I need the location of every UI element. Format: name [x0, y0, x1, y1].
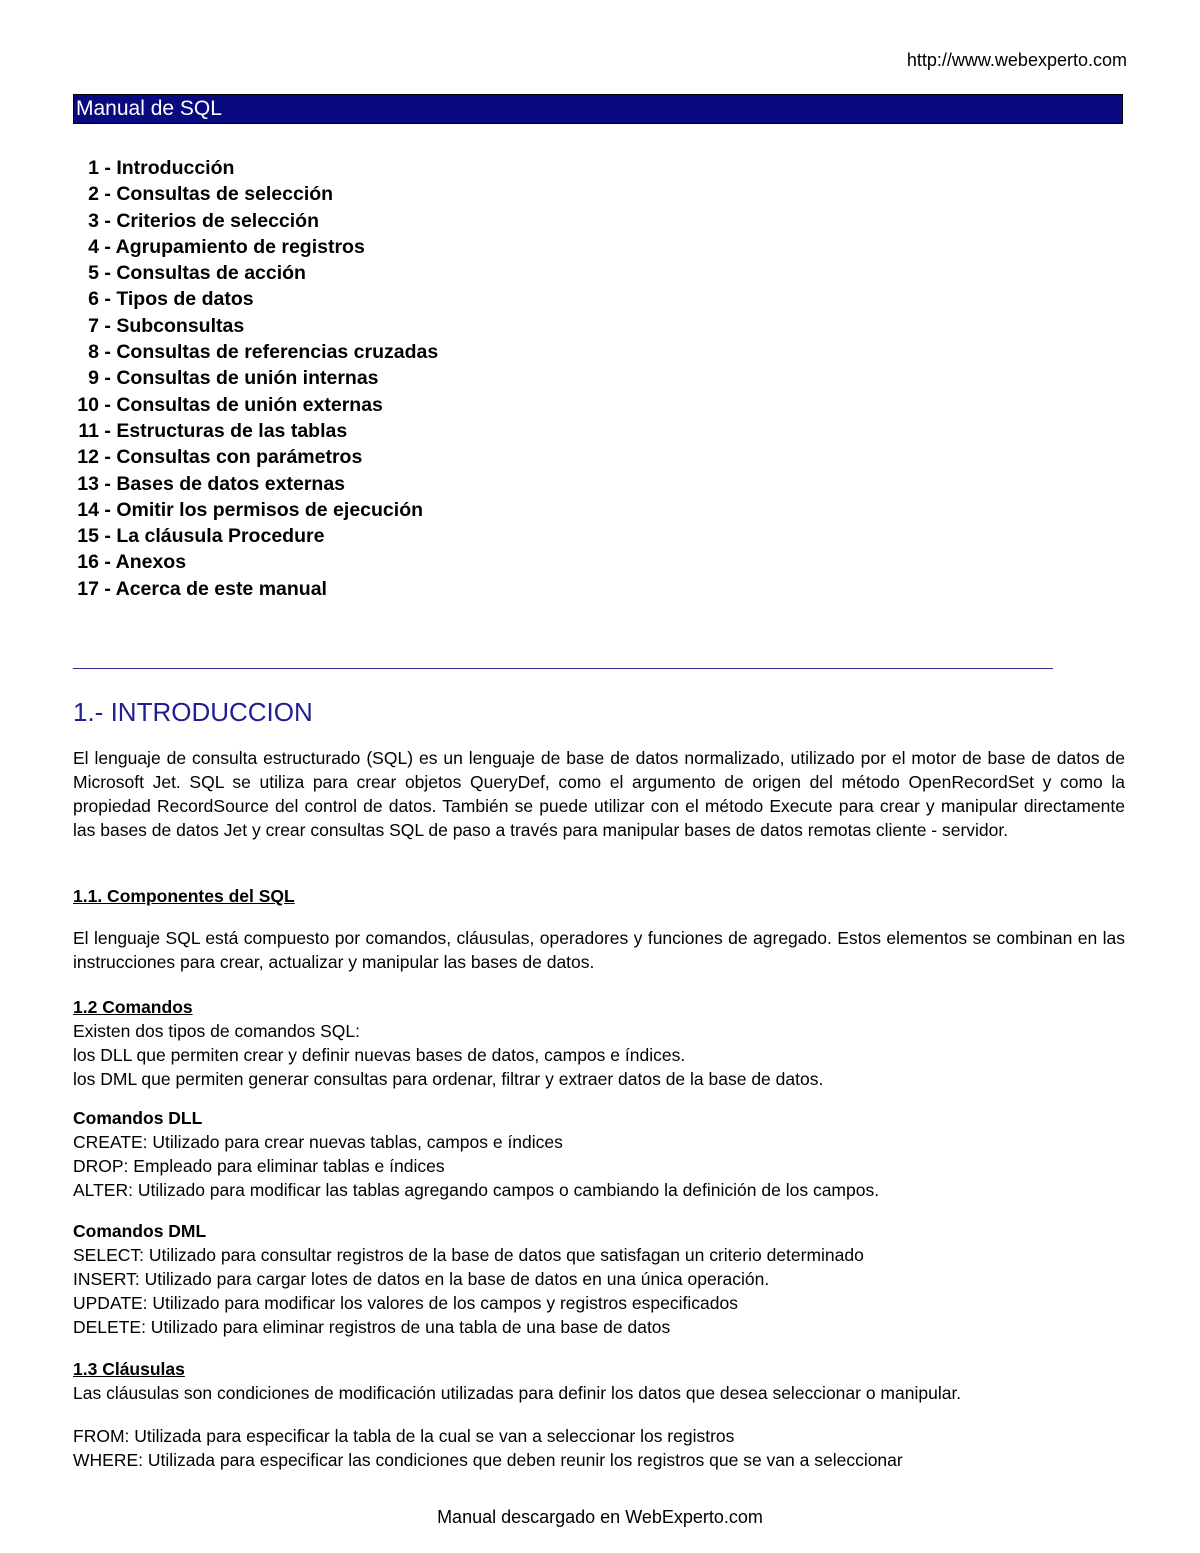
toc-item — [73, 418, 438, 444]
comandos-line: los DLL que permiten crear y definir nuevas bases de datos, campos e índices. — [73, 1045, 686, 1065]
dml-list — [73, 1243, 1125, 1339]
toc-item-number: 17 — [77, 577, 99, 600]
toc-item — [73, 155, 438, 181]
toc-item-number: 12 — [77, 446, 99, 469]
toc-item-number: 15 — [77, 525, 99, 548]
toc-item-label: - La cláusula Procedure — [104, 525, 325, 548]
toc-item-label: - Omitir los permisos de ejecución — [104, 498, 424, 521]
toc-item — [73, 365, 438, 391]
dll-line: ALTER: Utilizado para modificar las tablas agregando campos o cambiando la definición de los campos. — [73, 1180, 880, 1200]
toc-item-number: 14 — [77, 498, 99, 521]
section-divider — [73, 668, 1053, 669]
comandos-line: los DML que permiten generar consultas para ordenar, filtrar y extraer datos de la base de datos. — [73, 1069, 824, 1089]
clausulas-paragraph: Las cláusulas son condiciones de modificación utilizadas para definir los datos que desea seleccionar o manipular. — [73, 1383, 962, 1403]
dml-heading: Comandos DML — [73, 1221, 207, 1241]
componentes-heading: 1.1. Componentes del SQL — [73, 886, 295, 906]
toc-item — [73, 471, 438, 497]
toc-item-number: 9 — [88, 367, 99, 390]
toc-item — [73, 313, 438, 339]
toc-item-number: 5 — [88, 262, 99, 285]
toc-item — [73, 392, 438, 418]
toc-item-label: - Consultas de unión externas — [104, 393, 383, 416]
toc-item-number: 16 — [77, 551, 99, 574]
toc-item-number: 4 — [88, 235, 99, 258]
toc-item-number: 8 — [88, 341, 99, 364]
toc-item — [73, 523, 438, 549]
toc-item-number: 6 — [88, 288, 99, 311]
toc-item-label: - Tipos de datos — [104, 288, 254, 311]
toc-item-label: - Consultas de unión internas — [104, 367, 379, 390]
clausulas-line: FROM: Utilizada para especificar la tabla de la cual se van a seleccionar los registros — [73, 1426, 735, 1446]
dll-line: DROP: Empleado para eliminar tablas e índices — [73, 1156, 445, 1176]
toc-item — [73, 339, 438, 365]
toc-item-label: - Consultas con parámetros — [104, 446, 363, 469]
table-of-contents — [73, 155, 438, 602]
toc-item-number: 1 — [88, 157, 99, 179]
toc-item — [73, 234, 438, 260]
toc-item-label: - Consultas de referencias cruzadas — [104, 341, 439, 364]
toc-item-label: - Agrupamiento de registros — [104, 235, 365, 258]
dml-line: SELECT: Utilizado para consultar registros de la base de datos que satisfagan un criterio determinado — [73, 1245, 864, 1265]
dml-line: INSERT: Utilizado para cargar lotes de datos en la base de datos en una única operación. — [73, 1269, 770, 1289]
toc-item-number: 7 — [88, 314, 99, 337]
toc-item-label: - Criterios de selección — [104, 209, 319, 232]
toc-item-label: - Bases de datos externas — [104, 472, 346, 495]
clausulas-heading: 1.3 Cláusulas — [73, 1359, 185, 1379]
toc-item — [73, 497, 438, 523]
title-banner — [73, 94, 1123, 124]
toc-item — [73, 576, 438, 602]
toc-item — [73, 444, 438, 470]
toc-item — [73, 286, 438, 312]
toc-item-label: - Subconsultas — [104, 314, 245, 337]
comandos-heading: 1.2 Comandos — [73, 997, 193, 1017]
toc-item-label: - Estructuras de las tablas — [104, 419, 348, 442]
toc-item-number: 3 — [88, 209, 99, 232]
toc-item — [73, 549, 438, 575]
toc-item-number: 2 — [88, 183, 99, 206]
comandos-line: Existen dos tipos de comandos SQL: — [73, 1021, 360, 1041]
header-url: http://www.webexperto.com — [906, 50, 1127, 70]
dll-heading: Comandos DLL — [73, 1108, 203, 1128]
componentes-paragraph: El lenguaje SQL está compuesto por comandos, cláusulas, operadores y funciones de agregado. Estos elementos se combinan en las instrucciones para crear, actualizar y manipular las bases de datos. — [73, 928, 1125, 972]
toc-item-label: - Consultas de acción — [104, 262, 306, 285]
dll-line: CREATE: Utilizado para crear nuevas tablas, campos e índices — [73, 1132, 563, 1152]
dml-line: UPDATE: Utilizado para modificar los valores de los campos y registros especificados — [73, 1293, 738, 1313]
comandos-list — [73, 1019, 1125, 1091]
toc-item-label: - Acerca de este manual — [104, 577, 327, 600]
toc-item — [73, 181, 438, 207]
footer-text: Manual descargado en WebExperto.com — [437, 1507, 763, 1527]
banner-title: Manual de SQL — [76, 97, 222, 120]
toc-item — [73, 208, 438, 234]
toc-item-label: - Introducción — [104, 157, 235, 179]
dml-line: DELETE: Utilizado para eliminar registros de una tabla de una base de datos — [73, 1317, 671, 1337]
intro-paragraph: El lenguaje de consulta estructurado (SQL) es un lenguaje de base de datos normalizado, utilizado por el motor de base de datos de Microsoft Jet. SQL se utiliza para crear objetos QueryDef, como el argumento de origen del método OpenRecordSet y como la propiedad RecordSource del control de datos. También se puede utilizar con el método Execute para crear y manipular directamente las bases de datos Jet y crear consultas SQL de paso a través para manipular bases de datos remotas cliente - servidor. — [73, 748, 1125, 840]
toc-item-number: 10 — [77, 393, 99, 416]
section-title: 1.- INTRODUCCION — [73, 697, 313, 727]
dll-list — [73, 1130, 1125, 1202]
toc-item-number: 13 — [77, 472, 99, 495]
toc-item-label: - Anexos — [104, 551, 187, 574]
toc-item-number: 11 — [78, 419, 99, 442]
clausulas-list — [73, 1424, 1125, 1472]
clausulas-line: WHERE: Utilizada para especificar las condiciones que deben reunir los registros que se van a seleccionar — [73, 1450, 903, 1470]
toc-item — [73, 260, 438, 286]
toc-item-label: - Consultas de selección — [104, 183, 334, 206]
